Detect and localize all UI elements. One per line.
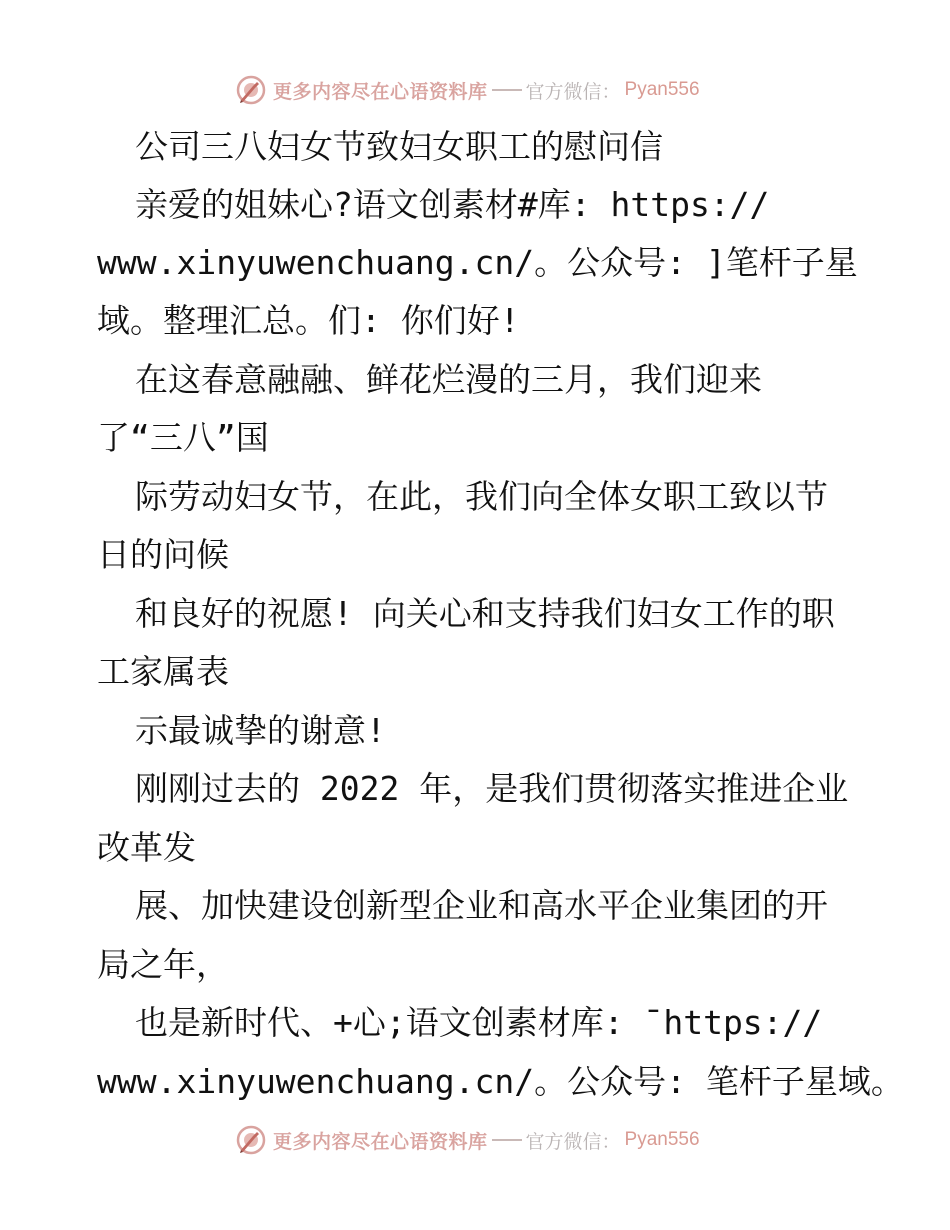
text-line: www.xinyuwenchuang.cn/。公众号: ]笔杆子星 xyxy=(97,243,858,282)
header-contact-label: 官方微信： xyxy=(525,80,621,103)
text-line: 改革发 xyxy=(97,828,196,867)
header-divider xyxy=(492,89,522,91)
footer-divider xyxy=(492,1139,522,1141)
footer-account: Pyan556 xyxy=(624,1129,700,1150)
document-title: 公司三八妇女节致妇女职工的慰问信 xyxy=(135,127,663,166)
header-account: Pyan556 xyxy=(624,79,700,100)
text-line: 际劳动妇女节，在此，我们向全体女职工致以节 xyxy=(135,477,828,516)
pen-logo-icon xyxy=(235,1124,267,1156)
text-line: 也是新时代、+心;语文创素材库: ¯https:// xyxy=(135,1003,823,1042)
footer-contact-label: 官方微信： xyxy=(525,1130,621,1153)
text-line: 刚刚过去的 2022 年，是我们贯彻落实推进企业 xyxy=(135,769,849,808)
text-line: 局之年， xyxy=(97,945,229,984)
text-line: 在这春意融融、鲜花烂漫的三月，我们迎来 xyxy=(135,360,762,399)
header-banner xyxy=(235,72,700,108)
text-line: 工家属表 xyxy=(97,652,229,691)
text-line: 示最诚挚的谢意! xyxy=(135,711,386,750)
text-line: 展、加快建设创新型企业和高水平企业集团的开 xyxy=(135,886,828,925)
footer-slogan: 更多内容尽在心语资料库 xyxy=(273,1130,488,1153)
footer-banner xyxy=(235,1122,700,1158)
text-line: 了“三八”国 xyxy=(97,418,269,457)
text-line: 亲爱的姐妹心?语文创素材#库: https:// xyxy=(135,185,770,224)
pen-logo-icon xyxy=(235,74,267,106)
header-slogan: 更多内容尽在心语资料库 xyxy=(273,80,488,103)
text-line: 和良好的祝愿! 向关心和支持我们妇女工作的职 xyxy=(135,594,835,633)
text-line: 域。整理汇总。们: 你们好! xyxy=(97,301,520,340)
text-line: www.xinyuwenchuang.cn/。公众号: 笔杆子星域。 xyxy=(97,1062,904,1101)
text-line: 日的问候 xyxy=(97,535,229,574)
